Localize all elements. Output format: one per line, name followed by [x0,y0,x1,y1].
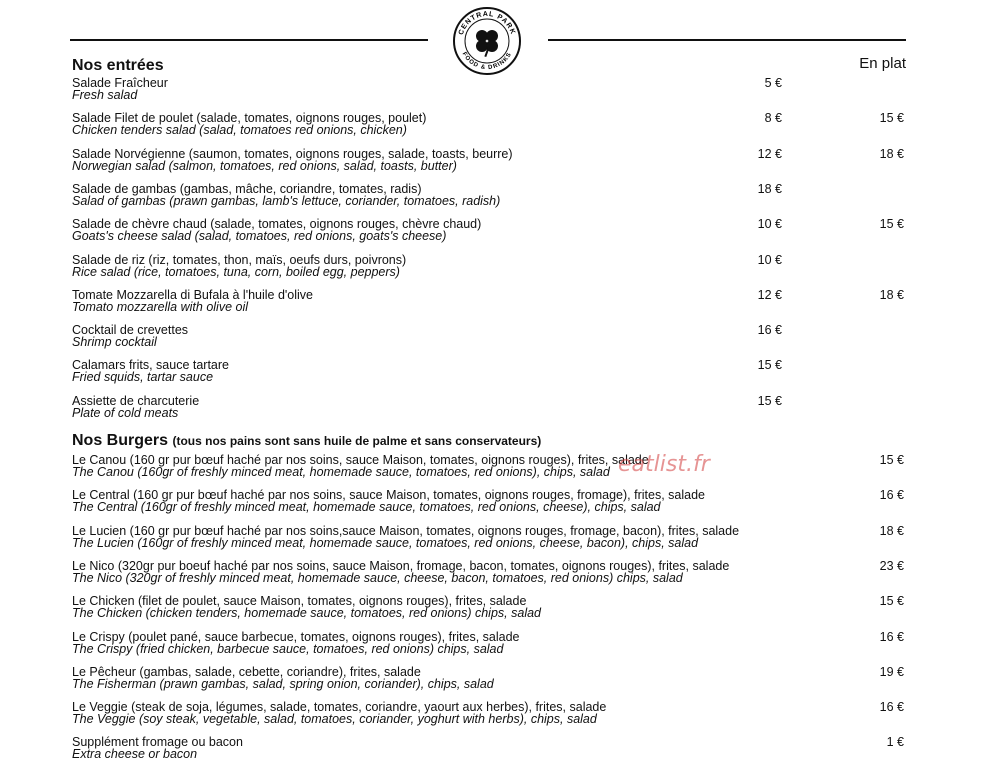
item-name-fr: Tomate Mozzarella di Bufala à l'huile d'olive [72,287,314,302]
item-price: 8 € [764,111,782,126]
item-price: 15 € [757,358,782,373]
logo-ring-bottom: FOOD & DRINKS [460,51,514,72]
item-name-fr: Salade Norvégienne (saumon, tomates, oignons rouges, salade, toasts, beurre) [72,146,513,161]
menu-item [72,631,912,661]
item-name-fr: Supplément fromage ou bacon [72,735,243,750]
menu-item [72,112,912,142]
item-price: 15 € [879,594,904,609]
item-name-en: Rice salad (rice, tomatoes, tuna, corn, boiled egg, peppers) [72,264,400,279]
burgers-note: (tous nos pains sont sans huile de palme et sans conservateurs) [172,434,542,448]
en-plat-header: En plat [859,55,906,72]
item-name-en: Salad of gambas (prawn gambas, lamb's lettuce, coriander, tomatoes, radish) [72,193,501,208]
item-name-en: The Canou (160gr of freshly minced meat, homemade sauce, tomatoes, red onions), chips, salad [72,465,610,479]
item-price: 18 € [879,523,904,538]
item-price: 19 € [879,664,904,679]
header-rule-right [548,39,906,41]
item-name-fr: Salade de gambas (gambas, mâche, coriandre, tomates, radis) [72,181,422,196]
menu-item [72,218,912,248]
item-name-en: The Fisherman (prawn gambas, salad, spring onion, coriander), chips, salad [72,676,494,691]
item-name-fr: Le Central (160 gr pur bœuf haché par nos soins, sauce Maison, tomates, oignons rouges, fromage), frites, salade [72,488,705,503]
menu-item [72,454,912,484]
menu-item [72,701,912,731]
item-name-fr: Le Canou (160 gr pur bœuf haché par nos soins, sauce Maison, tomates, oignons rouges), frites, salade [72,453,649,467]
item-price: 16 € [879,629,904,644]
item-name-fr: Assiette de charcuterie [72,393,200,408]
item-name-en: Plate of cold meats [72,405,179,420]
item-name-en: Fresh salad [72,88,138,102]
item-price: 10 € [757,252,782,267]
item-name-en: The Crispy (fried chicken, barbecue sauce, tomatoes, red onions) chips, salad [72,641,504,656]
menu-item [72,359,912,389]
menu-item [72,148,912,178]
item-price-plat: 18 € [879,146,904,161]
item-name-en: Goats's cheese salad (salad, tomatoes, red onions, goats's cheese) [72,229,447,244]
item-name-en: Tomato mozzarella with olive oil [72,299,249,314]
menu-item [72,77,912,107]
item-price: 5 € [764,76,782,90]
item-name-en: The Central (160gr of freshly minced meat, homemade sauce, tomatoes, red onions, cheese), chips, salad [72,500,661,515]
menu-item [72,183,912,213]
item-name-en: The Chicken (chicken tenders, homemade sauce, tomatoes, red onions) chips, salad [72,606,541,621]
item-name-en: Extra cheese or bacon [72,747,198,762]
item-name-fr: Le Chicken (filet de poulet, sauce Maison, tomates, oignons rouges), frites, salade [72,594,527,609]
header-rule-left [70,39,428,41]
item-name-fr: Cocktail de crevettes [72,323,189,338]
item-price-plat: 15 € [879,217,904,232]
menu-item [72,289,912,319]
menu-item [72,395,912,425]
watermark: eatlist.fr [618,452,710,477]
item-price: 16 € [879,700,904,715]
menu-item [72,560,912,590]
item-price: 18 € [757,181,782,196]
item-price: 16 € [757,323,782,338]
item-name-fr: Calamars frits, sauce tartare [72,358,229,373]
item-name-en: The Veggie (soy steak, vegetable, salad, tomatoes, coriander, yoghurt with herbs), chips, salad [72,712,597,727]
burgers-title-text: Nos Burgers [72,432,169,449]
item-name-fr: Salade Fraîcheur [72,76,168,90]
entrees-title: Nos entrées [72,57,164,74]
item-price-plat: 15 € [879,111,904,126]
item-price: 1 € [886,735,904,750]
item-price: 15 € [879,453,904,467]
item-name-fr: Le Lucien (160 gr pur bœuf haché par nos soins,sauce Maison, tomates, oignons rouges, fromage, bacon), frites, salade [72,523,740,538]
item-name-fr: Salade de chèvre chaud (salade, tomates, oignons rouges, chèvre chaud) [72,217,482,232]
item-price: 23 € [879,558,904,573]
item-price-plat: 18 € [879,287,904,302]
item-price: 15 € [757,393,782,408]
menu-item [72,736,912,766]
burgers-title [72,432,541,450]
item-name-fr: Le Crispy (poulet pané, sauce barbecue, tomates, oignons rouges), frites, salade [72,629,520,644]
menu-item [72,595,912,625]
item-name-en: Chicken tenders salad (salad, tomatoes red onions, chicken) [72,123,407,138]
item-name-fr: Le Pêcheur (gambas, salade, cebette, coriandre), frites, salade [72,664,421,679]
menu-item [72,324,912,354]
item-name-en: Norwegian salad (salmon, tomatoes, red onions, salad, toasts, butter) [72,158,457,173]
item-name-en: The Lucien (160gr of freshly minced meat, homemade sauce, tomatoes, red onions, cheese, bacon), chips, salad [72,535,699,550]
item-name-fr: Le Veggie (steak de soja, légumes, salade, tomates, coriandre, yaourt aux herbes), frites, salade [72,700,607,715]
item-price: 12 € [757,287,782,302]
menu-item [72,666,912,696]
menu-item [72,525,912,555]
item-name-fr: Le Nico (320gr pur boeuf haché par nos soins, sauce Maison, fromage, bacon, tomates, oignons rouges), frites, salade [72,558,730,573]
menu-item [72,489,912,519]
item-price: 10 € [757,217,782,232]
item-price: 12 € [757,146,782,161]
central-park-logo [452,6,522,76]
item-price: 16 € [879,488,904,503]
item-name-en: Fried squids, tartar sauce [72,370,214,385]
item-name-fr: Salade Filet de poulet (salade, tomates, oignons rouges, poulet) [72,111,427,126]
menu-item [72,254,912,284]
item-name-fr: Salade de riz (riz, tomates, thon, maïs, oeufs durs, poivrons) [72,252,407,267]
logo-ring-top: CENTRAL PARK [457,10,517,36]
item-name-en: Shrimp cocktail [72,335,157,350]
item-name-en: The Nico (320gr of freshly minced meat, homemade sauce, cheese, bacon, tomatoes, red onions) chips, salad [72,570,683,585]
